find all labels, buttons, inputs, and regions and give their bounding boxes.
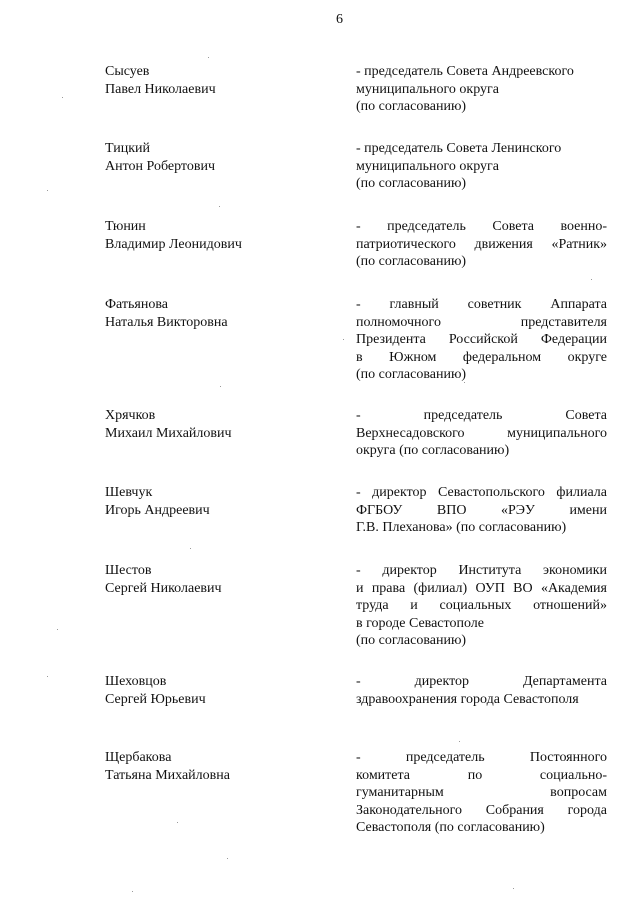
- scan-speck: [464, 382, 465, 383]
- scan-speck: [132, 891, 133, 892]
- member-given-names: Михаил Михайлович: [105, 425, 232, 441]
- member-given-names: Владимир Леонидович: [105, 236, 242, 252]
- role-line: патриотического движения «Ратник»: [356, 236, 607, 252]
- member-role: [356, 749, 607, 837]
- role-line: здравоохранения города Севастополя: [356, 691, 579, 707]
- member-surname: Шеховцов: [105, 674, 167, 689]
- scan-speck: [591, 279, 592, 280]
- page-number: 6: [336, 12, 343, 27]
- member-role: [356, 484, 607, 537]
- member-given-names: Игорь Андреевич: [105, 502, 210, 518]
- member-name: [105, 218, 335, 253]
- role-line: комитета по социально-: [356, 767, 607, 783]
- role-line: ФГБОУ ВПО «РЭУ имени: [356, 502, 607, 518]
- member-surname: Тицкий: [105, 141, 150, 156]
- member-given-names: Татьяна Михайловна: [105, 767, 230, 783]
- role-line: (по согласованию): [356, 254, 467, 269]
- member-given-names: Сергей Николаевич: [105, 580, 222, 596]
- member-given-names: Сергей Юрьевич: [105, 691, 206, 707]
- role-line: полномочного представителя: [356, 314, 607, 330]
- role-line: Президента Российской Федерации: [356, 332, 607, 347]
- scan-speck: [208, 57, 209, 58]
- member-role: [356, 63, 607, 116]
- role-line: (по согласованию): [356, 176, 467, 191]
- member-role: [356, 218, 607, 271]
- role-line: и права (филиал) ОУП ВО «Академия: [356, 580, 607, 596]
- member-given-names: Павел Николаевич: [105, 81, 216, 97]
- scan-speck: [47, 676, 48, 677]
- scan-speck: [57, 629, 58, 630]
- role-line: Севастополя (по согласованию): [356, 820, 545, 835]
- role-line: гуманитарным вопросам: [356, 785, 607, 800]
- member-role: [356, 407, 607, 460]
- member-name: [105, 63, 335, 98]
- role-line: (по согласованию): [356, 99, 467, 114]
- member-name: [105, 296, 335, 331]
- role-line: - председатель Постоянного: [356, 750, 607, 765]
- member-role: [356, 140, 607, 193]
- member-role: [356, 296, 607, 384]
- scan-speck: [343, 339, 344, 340]
- role-line: - директор Департамента: [356, 674, 607, 689]
- member-name: [105, 407, 335, 442]
- member-name: [105, 562, 335, 597]
- member-role: [356, 673, 607, 708]
- scan-speck: [62, 97, 63, 98]
- role-line: - директор Севастопольского филиала: [356, 485, 607, 500]
- role-line: Г.В. Плеханова» (по согласованию): [356, 520, 567, 535]
- role-line: муниципального округа: [356, 81, 499, 97]
- role-line: - председатель Совета военно-: [356, 219, 607, 234]
- scan-speck: [177, 822, 178, 823]
- role-line: - председатель Совета Андреевского: [356, 64, 574, 79]
- member-surname: Щербакова: [105, 750, 172, 765]
- scan-speck: [190, 548, 191, 549]
- member-given-names: Антон Робертович: [105, 158, 216, 174]
- member-name: [105, 749, 335, 784]
- role-line: - директор Института экономики: [356, 563, 607, 578]
- scan-speck: [220, 386, 221, 387]
- member-surname: Хрячков: [105, 408, 156, 423]
- scan-speck: [459, 741, 460, 742]
- member-given-names: Наталья Викторовна: [105, 314, 228, 330]
- scan-speck: [219, 206, 220, 207]
- role-line: (по согласованию): [356, 633, 467, 648]
- member-surname: Сысуев: [105, 64, 150, 79]
- role-line: - председатель Совета Ленинского: [356, 141, 562, 156]
- member-surname: Тюнин: [105, 219, 146, 234]
- role-line: в городе Севастополе: [356, 615, 484, 631]
- member-name: [105, 140, 335, 175]
- scan-speck: [513, 888, 514, 889]
- role-line: Законодательного Собрания города: [356, 802, 607, 818]
- role-line: Верхнесадовского муниципального: [356, 425, 607, 441]
- member-surname: Шевчук: [105, 485, 153, 500]
- role-line: - председатель Совета: [356, 408, 607, 423]
- scan-speck: [227, 858, 228, 859]
- member-name: [105, 673, 335, 708]
- role-line: труда и социальных отношений»: [356, 598, 607, 613]
- member-surname: Фатьянова: [105, 297, 168, 312]
- role-line: в Южном федеральном округе: [356, 349, 607, 365]
- role-line: муниципального округа: [356, 158, 499, 174]
- role-line: округа (по согласованию): [356, 443, 510, 458]
- member-surname: Шестов: [105, 563, 152, 578]
- member-name: [105, 484, 335, 519]
- role-line: - главный советник Аппарата: [356, 297, 607, 312]
- role-line: (по согласованию): [356, 367, 467, 382]
- member-role: [356, 562, 607, 650]
- scan-speck: [47, 190, 48, 191]
